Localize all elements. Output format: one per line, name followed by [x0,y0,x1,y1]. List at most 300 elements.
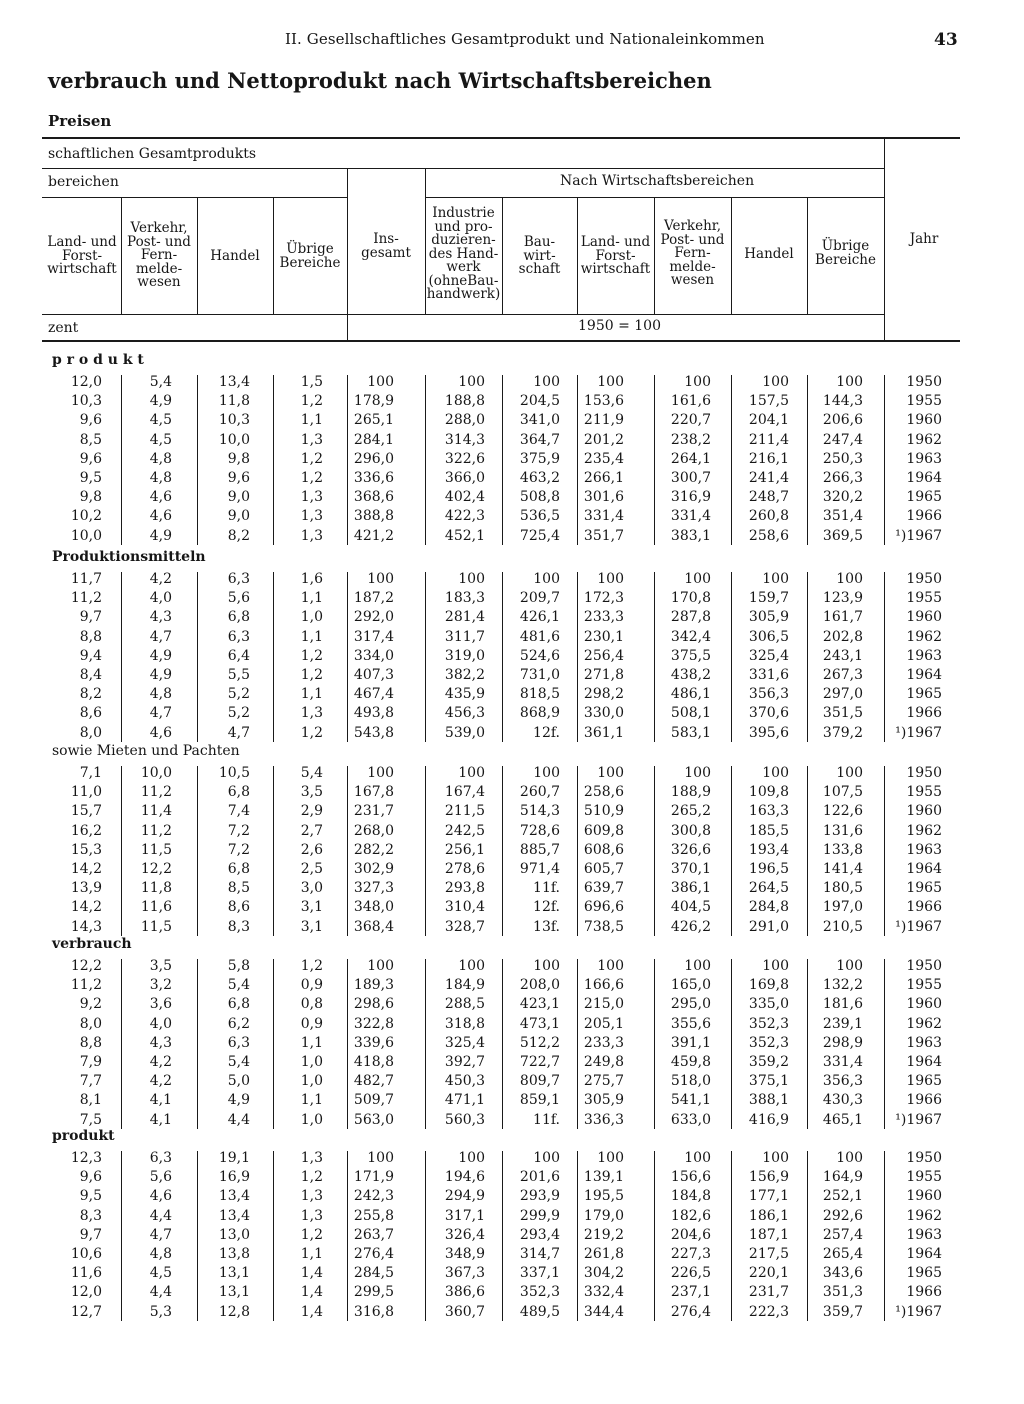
cell-bau: 11f. [533,880,560,897]
cell-uebrige-2: 267,3 [822,667,863,683]
cell-uebrige-2: 351,3 [822,1284,863,1301]
cell-handel-2: 284,8 [748,899,789,916]
cell-verkehr-2: 220,7 [670,412,711,429]
table-row [0,823,1024,842]
column-divider [121,375,122,545]
cell-handel: 10,3 [218,412,250,429]
cell-verkehr-2: 264,1 [670,450,711,467]
cell-verkehr: 11,5 [140,918,172,935]
cell-handel: 9,0 [227,508,250,525]
column-divider [654,572,655,742]
cell-uebrige-2: 206,6 [822,412,863,429]
table-row [0,432,1024,451]
cell-uebrige-2: 257,4 [822,1226,863,1243]
cell-verkehr-2: 265,2 [670,803,711,820]
cell-verkehr: 4,4 [149,1207,172,1224]
cell-verkehr-2: 355,6 [670,1015,711,1032]
cell-industrie: 194,6 [444,1169,485,1186]
cell-bau: 12f. [533,899,560,916]
cell-uebrige-2: 250,3 [822,450,863,467]
cell-handel: 10,0 [218,431,250,448]
column-divider [577,1151,578,1321]
cell-land-forst: 14,2 [70,861,102,877]
cell-land-forst: 7,7 [79,1073,102,1090]
cell-land-forst: 10,0 [70,527,102,544]
cell-verkehr: 12,2 [140,861,172,877]
cell-land-forst: 9,6 [79,450,102,467]
cell-insgesamt: 265,1 [353,412,394,429]
cell-jahr: 1966 [906,508,942,525]
cell-handel-2: 335,0 [748,996,789,1013]
cell-uebrige-2: 351,4 [822,508,863,525]
cell-uebrige: 3,0 [300,880,323,897]
cell-handel-2: 100 [762,765,789,781]
cell-jahr: 1960 [906,609,942,626]
table-row [0,648,1024,667]
cell-land-forst: 14,3 [70,918,102,935]
table-row [0,765,1024,784]
table-row [0,1208,1024,1227]
cell-industrie: 281,4 [444,609,485,626]
cell-handel-2: 100 [762,958,789,974]
cell-land-forst: 13,9 [70,880,102,897]
cell-uebrige: 1,0 [300,1054,323,1070]
cell-uebrige: 1,1 [300,1246,323,1262]
cell-uebrige: 0,9 [300,1015,323,1032]
cell-insgesamt: 543,8 [353,724,394,741]
cell-land-forst-2: 215,0 [583,996,624,1013]
cell-land-forst: 11,2 [70,590,102,607]
cell-jahr: 1964 [906,667,942,683]
cell-jahr: ¹)1967 [895,1303,942,1320]
cell-uebrige-2: 161,7 [822,609,863,626]
table-row [0,1150,1024,1169]
cell-industrie: 366,0 [444,470,485,486]
cell-verkehr-2: 204,6 [670,1226,711,1243]
cell-industrie: 100 [458,765,485,781]
column-divider [654,959,655,1129]
cell-uebrige: 1,1 [300,590,323,607]
cell-industrie: 293,8 [444,880,485,897]
cell-verkehr-2: 170,8 [670,590,711,607]
cell-verkehr: 4,8 [149,470,172,486]
cell-handel-2: 156,9 [748,1169,789,1186]
cell-land-forst: 9,8 [79,489,102,506]
cell-land-forst: 12,7 [70,1303,102,1320]
cell-uebrige-2: 197,0 [822,899,863,916]
cell-verkehr: 5,6 [149,1169,172,1186]
cell-verkehr: 4,9 [149,527,172,544]
cell-insgesamt: 302,9 [353,861,394,877]
cell-uebrige-2: 356,3 [822,1073,863,1090]
cell-uebrige: 1,2 [300,450,323,467]
cell-bau: 337,1 [519,1265,560,1282]
cell-handel: 13,4 [218,1207,250,1224]
cell-handel: 13,4 [218,1188,250,1205]
cell-land-forst-2: 332,4 [583,1284,624,1301]
cell-land-forst-2: 298,2 [583,686,624,703]
cell-verkehr: 5,4 [149,374,172,390]
cell-land-forst-2: 153,6 [583,393,624,410]
cell-bau: 314,7 [519,1246,560,1262]
cell-handel-2: 109,8 [748,784,789,801]
cell-industrie: 325,4 [444,1034,485,1051]
cell-insgesamt: 268,0 [353,822,394,839]
cell-bau: 728,6 [519,822,560,839]
table-row [0,571,1024,590]
cell-industrie: 100 [458,958,485,974]
column-divider [197,375,198,545]
column-divider [731,959,732,1129]
cell-bau: 100 [533,1150,560,1166]
cell-insgesamt: 509,7 [353,1092,394,1109]
cell-uebrige-2: 202,8 [822,628,863,645]
cell-uebrige: 1,4 [300,1265,323,1282]
cell-land-forst: 9,7 [79,609,102,626]
cell-land-forst: 15,7 [70,803,102,820]
cell-land-forst-2: 510,9 [583,803,624,820]
cell-handel: 7,4 [227,803,250,820]
cell-handel: 5,5 [227,667,250,683]
cell-land-forst: 9,7 [79,1226,102,1243]
cell-insgesamt: 255,8 [353,1207,394,1224]
cell-uebrige: 1,2 [300,724,323,741]
cell-verkehr: 4,5 [149,431,172,448]
cell-uebrige-2: 100 [836,571,863,587]
cell-handel: 6,3 [227,1034,250,1051]
cell-uebrige: 1,4 [300,1303,323,1320]
cell-bau: 341,0 [519,412,560,429]
column-divider [197,766,198,936]
table-title: verbrauch und Nettoprodukt nach Wirtschaftsbereichen [48,68,712,93]
cell-uebrige: 0,8 [300,996,323,1013]
cell-industrie: 539,0 [444,724,485,741]
cell-uebrige: 0,9 [300,977,323,994]
cell-bau: 100 [533,765,560,781]
cell-land-forst: 11,0 [70,784,102,801]
cell-handel: 7,2 [227,822,250,839]
cell-land-forst-2: 100 [597,374,624,390]
cell-uebrige: 1,3 [300,1150,323,1166]
cell-handel-2: 264,5 [748,880,789,897]
cell-insgesamt: 284,5 [353,1265,394,1282]
unit-left-label: zent [48,320,79,336]
cell-industrie: 100 [458,571,485,587]
cell-land-forst-2: 139,1 [583,1169,624,1186]
cell-bau: 473,1 [519,1015,560,1032]
cell-industrie: 386,6 [444,1284,485,1301]
cell-jahr: 1964 [906,1054,942,1070]
cell-jahr: 1950 [906,1150,942,1166]
table-row [0,784,1024,803]
cell-verkehr: 4,6 [149,724,172,741]
cell-handel: 13,1 [218,1284,250,1301]
cell-handel-2: 231,7 [748,1284,789,1301]
cell-land-forst: 12,3 [70,1150,102,1166]
cell-land-forst: 8,8 [79,628,102,645]
cell-industrie: 435,9 [444,686,485,703]
cell-uebrige-2: 133,8 [822,841,863,858]
col-head-handel-2: Handel [744,246,794,262]
cell-verkehr: 3,6 [149,996,172,1013]
cell-uebrige: 1,4 [300,1284,323,1301]
cell-jahr: ¹)1967 [895,724,942,741]
cell-land-forst-2: 233,3 [583,1034,624,1051]
cell-uebrige: 1,3 [300,527,323,544]
cell-uebrige-2: 164,9 [822,1169,863,1186]
cell-verkehr-2: 161,6 [670,393,711,410]
column-divider [273,766,274,936]
column-divider [502,959,503,1129]
cell-jahr: 1955 [906,393,942,410]
cell-jahr: 1955 [906,784,942,801]
cell-bau: 293,9 [519,1188,560,1205]
cell-verkehr: 11,2 [140,822,172,839]
cell-land-forst: 9,6 [79,1169,102,1186]
cell-bau: 260,7 [519,784,560,801]
cell-handel-2: 352,3 [748,1034,789,1051]
cell-jahr: 1964 [906,470,942,486]
cell-bau: 100 [533,571,560,587]
cell-handel: 6,4 [227,647,250,664]
cell-uebrige-2: 100 [836,958,863,974]
cell-handel: 9,8 [227,450,250,467]
cell-land-forst: 11,6 [70,1265,102,1282]
cell-land-forst-2: 738,5 [583,918,624,935]
cell-land-forst-2: 696,6 [583,899,624,916]
table-row [0,667,1024,686]
cell-handel-2: 222,3 [748,1303,789,1320]
cell-jahr: 1962 [906,1207,942,1224]
cell-uebrige: 1,5 [300,374,323,390]
cell-land-forst-2: 233,3 [583,609,624,626]
cell-handel: 8,5 [227,880,250,897]
column-divider [347,1151,348,1321]
cell-uebrige-2: 379,2 [822,724,863,741]
column-divider [731,766,732,936]
cell-verkehr-2: 331,4 [670,508,711,525]
cell-insgesamt: 100 [367,1150,394,1166]
cell-jahr: 1962 [906,822,942,839]
cell-verkehr: 4,1 [149,1092,172,1109]
cell-industrie: 294,9 [444,1188,485,1205]
cell-industrie: 288,0 [444,412,485,429]
cell-industrie: 360,7 [444,1303,485,1320]
cell-verkehr-2: 459,8 [670,1054,711,1070]
cell-land-forst-2: 305,9 [583,1092,624,1109]
cell-industrie: 471,1 [444,1092,485,1109]
cell-insgesamt: 263,7 [353,1226,394,1243]
cell-land-forst-2: 205,1 [583,1015,624,1032]
cell-jahr: ¹)1967 [895,527,942,544]
cell-jahr: 1960 [906,803,942,820]
cell-verkehr-2: 227,3 [670,1246,711,1262]
cell-insgesamt: 100 [367,765,394,781]
cell-industrie: 311,7 [444,628,485,645]
cell-handel-2: 185,5 [748,822,789,839]
table-row [0,842,1024,861]
column-divider [577,766,578,936]
cell-industrie: 348,9 [444,1246,485,1262]
cell-handel: 8,3 [227,918,250,935]
cell-bau: 204,5 [519,393,560,410]
cell-uebrige: 1,0 [300,1111,323,1128]
cell-verkehr: 4,1 [149,1111,172,1128]
cell-jahr: 1963 [906,1226,942,1243]
cell-industrie: 314,3 [444,431,485,448]
cell-handel: 10,5 [218,765,250,781]
cell-jahr: 1962 [906,628,942,645]
column-divider [884,1151,885,1321]
cell-uebrige-2: 297,0 [822,686,863,703]
cell-handel: 8,2 [227,527,250,544]
cell-uebrige: 1,3 [300,489,323,506]
cell-jahr: 1963 [906,647,942,664]
cell-handel-2: 395,6 [748,724,789,741]
cell-handel: 5,4 [227,977,250,994]
cell-bau: 201,6 [519,1169,560,1186]
cell-verkehr-2: 100 [684,374,711,390]
cell-verkehr: 4,2 [149,1054,172,1070]
cell-verkehr: 4,6 [149,489,172,506]
cell-uebrige-2: 247,4 [822,431,863,448]
cell-uebrige-2: 359,7 [822,1303,863,1320]
cell-verkehr-2: 184,8 [670,1188,711,1205]
cell-land-forst: 9,6 [79,412,102,429]
cell-bau: 514,3 [519,803,560,820]
table-row [0,958,1024,977]
cell-industrie: 560,3 [444,1111,485,1128]
table-row [0,393,1024,412]
column-divider [884,959,885,1129]
cell-land-forst: 7,1 [79,765,102,781]
cell-jahr: 1965 [906,1265,942,1282]
header-rule-2 [42,168,884,169]
cell-industrie: 256,1 [444,841,485,858]
column-divider [807,766,808,936]
cell-verkehr-2: 100 [684,571,711,587]
column-divider [121,1151,122,1321]
cell-verkehr-2: 375,5 [670,647,711,664]
cell-verkehr: 11,5 [140,841,172,858]
cell-insgesamt: 282,2 [353,841,394,858]
cell-handel: 13,0 [218,1226,250,1243]
cell-insgesamt: 292,0 [353,609,394,626]
page-number: 43 [934,30,958,50]
cell-insgesamt: 178,9 [353,393,394,410]
cell-bau: 868,9 [519,705,560,722]
cell-uebrige-2: 243,1 [822,647,863,664]
table-row [0,861,1024,880]
column-divider [577,959,578,1129]
cell-land-forst-2: 609,8 [583,822,624,839]
cell-insgesamt: 100 [367,571,394,587]
cell-verkehr-2: 300,7 [670,470,711,486]
table-row [0,899,1024,918]
cell-handel: 9,0 [227,489,250,506]
cell-handel-2: 193,4 [748,841,789,858]
section-label: p r o d u k t [52,352,144,368]
cell-verkehr: 4,7 [149,628,172,645]
cell-insgesamt: 407,3 [353,667,394,683]
column-divider [425,375,426,545]
cell-industrie: 402,4 [444,489,485,506]
cell-verkehr: 4,6 [149,1188,172,1205]
cell-handel: 11,8 [218,393,250,410]
cell-handel-2: 186,1 [748,1207,789,1224]
cell-verkehr-2: 300,8 [670,822,711,839]
cell-jahr: 1960 [906,412,942,429]
cell-land-forst-2: 211,9 [583,412,624,429]
sub-left-label: bereichen [48,174,119,190]
section-label: Produktionsmitteln [52,549,206,565]
cell-bau: 512,2 [519,1034,560,1051]
cell-handel-2: 204,1 [748,412,789,429]
cell-industrie: 367,3 [444,1265,485,1282]
cell-insgesamt: 368,4 [353,918,394,935]
cell-uebrige: 1,0 [300,1073,323,1090]
column-divider [884,766,885,936]
cell-land-forst-2: 275,7 [583,1073,624,1090]
cell-uebrige: 1,0 [300,609,323,626]
column-divider [347,375,348,545]
cell-bau: 859,1 [519,1092,560,1109]
cell-land-forst-2: 336,3 [583,1111,624,1128]
cell-land-forst-2: 605,7 [583,861,624,877]
cell-uebrige-2: 210,5 [822,918,863,935]
table-row [0,1092,1024,1111]
cell-land-forst: 8,0 [79,724,102,741]
cell-verkehr-2: 287,8 [670,609,711,626]
cell-handel-2: 100 [762,571,789,587]
col-head-land-forst: Land- und Forst- wirtschaft [47,234,117,277]
cell-handel-2: 306,5 [748,628,789,645]
cell-insgesamt: 418,8 [353,1054,394,1070]
cell-handel: 6,3 [227,628,250,645]
cell-uebrige-2: 122,6 [822,803,863,820]
header-bottom-rule [42,340,960,342]
cell-verkehr-2: 391,1 [670,1034,711,1051]
table-row [0,1054,1024,1073]
cell-uebrige-2: 351,5 [822,705,863,722]
table-row [0,1112,1024,1131]
cell-bau: 536,5 [519,508,560,525]
column-divider [425,1151,426,1321]
cell-uebrige: 1,3 [300,1188,323,1205]
section-label: produkt [52,1128,115,1144]
cell-jahr: 1964 [906,861,942,877]
cell-verkehr-2: 226,5 [670,1265,711,1282]
cell-handel: 19,1 [218,1150,250,1166]
cell-uebrige-2: 465,1 [822,1111,863,1128]
col-head-uebrige: Übrige Bereiche [279,241,341,271]
cell-verkehr-2: 342,4 [670,628,711,645]
column-divider [807,572,808,742]
cell-jahr: 1950 [906,571,942,587]
cell-verkehr-2: 518,0 [670,1073,711,1090]
table-row [0,451,1024,470]
cell-land-forst-2: 100 [597,765,624,781]
header-rule-4a [42,314,347,315]
column-divider [654,375,655,545]
cell-insgesamt: 316,8 [353,1303,394,1320]
cell-verkehr-2: 326,6 [670,841,711,858]
cell-bau: 13f. [533,918,560,935]
cell-uebrige-2: 100 [836,1150,863,1166]
cell-handel-2: 187,1 [748,1226,789,1243]
cell-handel-2: 291,0 [748,918,789,935]
cell-verkehr: 4,7 [149,705,172,722]
